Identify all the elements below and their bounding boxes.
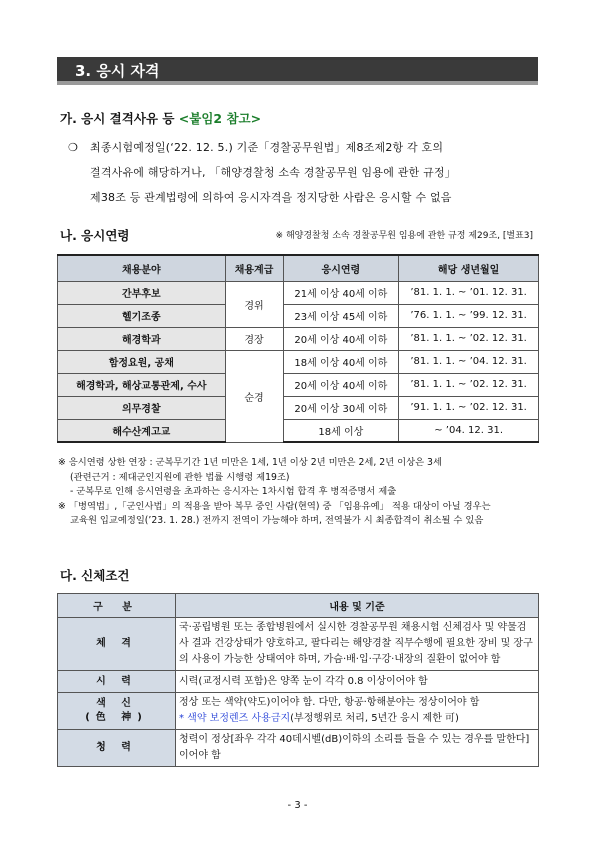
colour-lens-warning: * 색약 보정렌즈 사용금지 bbox=[179, 713, 291, 724]
note-line: (관련근거 : 제대군인지원에 관한 법률 시행령 제19조) bbox=[70, 471, 290, 483]
age-cell: 18세 이상 bbox=[283, 419, 399, 442]
field-cell: 해경학과, 해상교통관제, 수사 bbox=[58, 373, 226, 396]
subheading-ga-title: 가. 응시 결격사유 등 bbox=[60, 111, 175, 126]
regulation-reference-note: ※ 해양경찰청 소속 경찰공무원 임용에 관한 규정 제29조, [별표3] bbox=[275, 231, 533, 241]
field-cell: 함정요원, 공채 bbox=[58, 350, 226, 373]
column-header: 응시연령 bbox=[283, 255, 399, 281]
age-cell: 20세 이상 40세 이하 bbox=[283, 373, 399, 396]
age-cell: 20세 이상 40세 이하 bbox=[283, 327, 399, 350]
note-line: ※ 「병역법」,「군인사법」의 적용을 받아 복무 중인 사람(현역) 중 「임용유예」 적용 대상이 아닐 경우는 bbox=[58, 500, 491, 512]
section-title: 3. 응시 자격 bbox=[75, 62, 160, 80]
table-row bbox=[58, 373, 539, 396]
column-header: 내용 및 기준 bbox=[176, 594, 539, 618]
paragraph-line: 최종시험예정일(‘22. 12. 5.) 기준「경찰공무원법」제8조제2항 각 호의 bbox=[90, 141, 444, 154]
criteria-text-line: 정상 또는 색약(약도)이어야 함. 다만, 항공·항해분야는 정상이어야 함 bbox=[179, 697, 480, 708]
birth-cell: ’81. 1. 1. ~ ’02. 12. 31. bbox=[399, 373, 539, 396]
table-row bbox=[58, 671, 539, 693]
birth-cell: ’91. 1. 1. ~ ’02. 12. 31. bbox=[399, 396, 539, 419]
table-row bbox=[58, 350, 539, 373]
table-row bbox=[58, 730, 539, 767]
criteria-label bbox=[58, 693, 176, 730]
table-row bbox=[58, 419, 539, 442]
rank-cell: 경장 bbox=[225, 327, 283, 350]
page-number: - 3 - bbox=[287, 800, 308, 811]
criteria-label-line: 색 신 bbox=[96, 698, 137, 709]
table-row bbox=[58, 304, 539, 327]
criteria-text: 청력이 정상[좌우 각각 40데시벨(dB)이하의 소리를 들을 수 있는 경우를 말한다]이어야 함 bbox=[176, 730, 539, 767]
birth-cell: ’76. 1. 1. ~ ’99. 12. 31. bbox=[399, 304, 539, 327]
field-cell: 해경학과 bbox=[58, 327, 226, 350]
age-cell: 23세 이상 45세 이하 bbox=[283, 304, 399, 327]
criteria-label-line: (色 神) bbox=[85, 712, 148, 723]
column-header: 해당 생년월일 bbox=[399, 255, 539, 281]
birth-cell: ’81. 1. 1. ~ ’01. 12. 31. bbox=[399, 281, 539, 304]
subheading-ga-reference: <붙임2 참고> bbox=[178, 111, 262, 126]
birth-cell: ’81. 1. 1. ~ ’04. 12. 31. bbox=[399, 350, 539, 373]
table-row bbox=[58, 693, 539, 730]
criteria-label: 시 력 bbox=[58, 671, 176, 693]
field-cell: 헬기조종 bbox=[58, 304, 226, 327]
column-header: 채용분야 bbox=[58, 255, 226, 281]
column-header: 구 분 bbox=[58, 594, 176, 618]
subheading-da: 다. 신체조건 bbox=[60, 568, 130, 583]
table-row bbox=[58, 618, 539, 671]
age-cell: 21세 이상 40세 이하 bbox=[283, 281, 399, 304]
rank-cell: 경위 bbox=[225, 281, 283, 327]
criteria-label: 체 격 bbox=[58, 618, 176, 671]
age-requirement-table bbox=[57, 254, 539, 443]
column-header: 채용계급 bbox=[225, 255, 283, 281]
subheading-na: 나. 응시연령 bbox=[60, 228, 130, 243]
birth-cell: ~ ’04. 12. 31. bbox=[399, 419, 539, 442]
note-line: 교육원 입교예정일(’23. 1. 28.) 전까지 전역이 가능해야 하며, 전역불가 시 최종합격이 취소될 수 있음 bbox=[70, 515, 484, 526]
table-row bbox=[58, 327, 539, 350]
criteria-text bbox=[176, 693, 539, 730]
field-cell: 의무경찰 bbox=[58, 396, 226, 419]
field-cell: 해수산계고교 bbox=[58, 419, 226, 442]
age-cell: 20세 이상 30세 이하 bbox=[283, 396, 399, 419]
colour-lens-penalty: (부정행위로 처리, 5년간 응시 제한 可) bbox=[290, 713, 459, 724]
criteria-text: 국·공립병원 또는 종합병원에서 실시한 경찰공무원 채용시험 신체검사 및 약물검사 결과 건강상태가 양호하고, 팔다리는 해양경찰 직무수행에 필요한 장비 및 장구의 사용이 가능한 상태여야 하며, 가슴·배·입·구강·내장의 질환이 없어야 함 bbox=[176, 618, 539, 671]
age-notes bbox=[58, 456, 542, 529]
field-cell: 간부후보 bbox=[58, 281, 226, 304]
table-header-row bbox=[58, 594, 539, 618]
physical-requirement-table bbox=[57, 593, 539, 767]
paragraph-line: 제38조 등 관계법령에 의하여 응시자격을 정지당한 사람은 응시할 수 없음 bbox=[90, 191, 452, 204]
criteria-text: 시력(교정시력 포함)은 양쪽 눈이 각각 0.8 이상이어야 함 bbox=[176, 671, 539, 693]
table-row bbox=[58, 396, 539, 419]
criteria-label: 청 력 bbox=[58, 730, 176, 767]
age-cell: 18세 이상 40세 이하 bbox=[283, 350, 399, 373]
birth-cell: ’81. 1. 1. ~ ’02. 12. 31. bbox=[399, 327, 539, 350]
bullet-circle-icon: ❍ bbox=[68, 141, 78, 154]
rank-cell: 순경 bbox=[225, 350, 283, 442]
table-row bbox=[58, 281, 539, 304]
note-line: ※ 응시연령 상한 연장 : 군복무기간 1년 미만은 1세, 1년 이상 2년 미만은 2세, 2년 이상은 3세 bbox=[58, 457, 442, 468]
subheading-ga bbox=[60, 109, 261, 127]
table-header-row bbox=[58, 255, 539, 281]
paragraph-line: 결격사유에 해당하거나, 「해양경찰청 소속 경찰공무원 임용에 관한 규정」 bbox=[90, 166, 456, 179]
disqualification-paragraph bbox=[68, 135, 543, 210]
section-header-bar bbox=[57, 57, 538, 85]
criteria-text-line bbox=[179, 711, 535, 727]
note-line: - 군복무로 인해 응시연령을 초과하는 응시자는 1차시험 합격 후 병적증명서 제출 bbox=[70, 486, 397, 497]
